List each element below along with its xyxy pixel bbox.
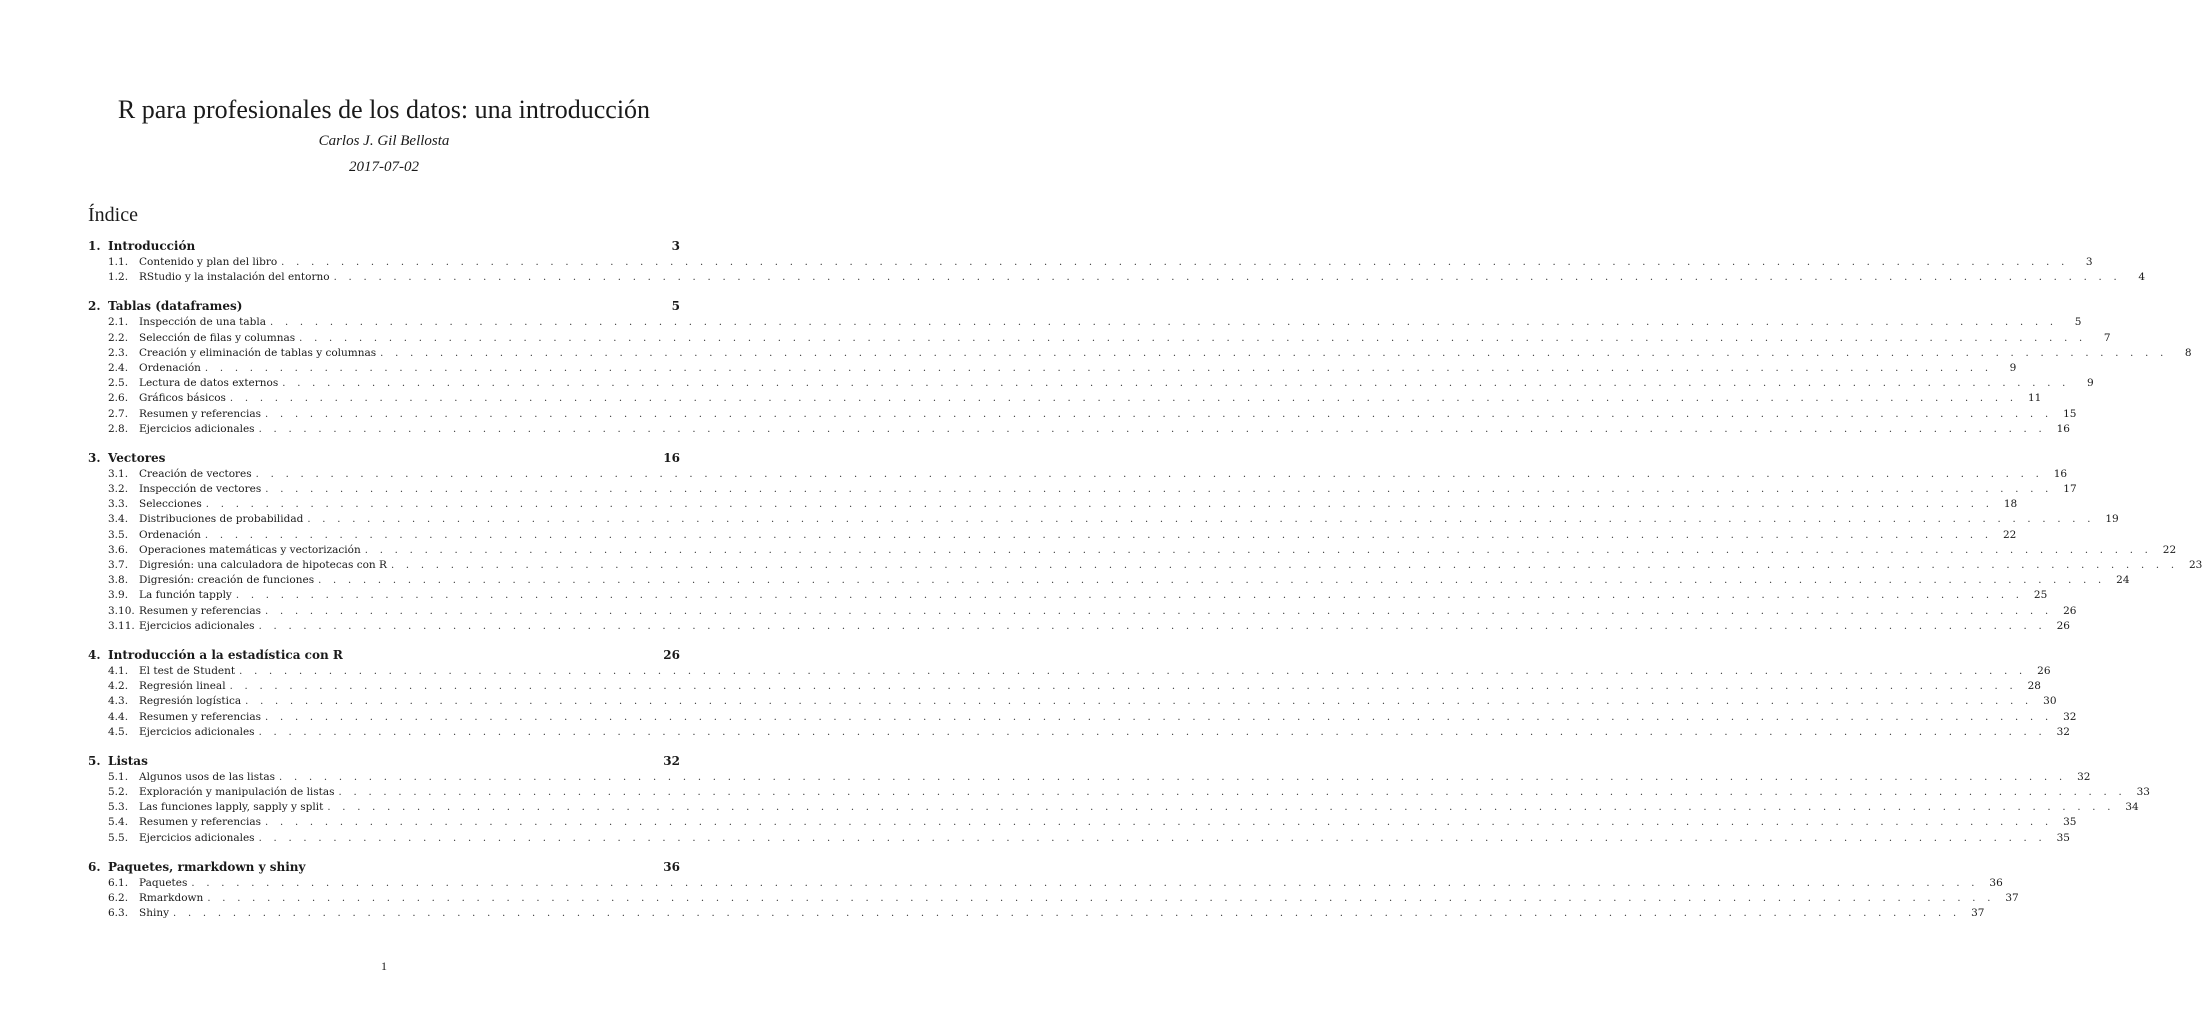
toc-dot-leader: . . . . . . . . . . . . . . . . . . . . . . . . . . . . . . . . . . . . . . . . . . . . . . . . . . . . . . . . . . . . . . . . . . . . . . . . . . . . . . . . . . . . . . . . . . . . . . . . . . . . . . . . . . . . . . . . . . . . . . . .	[229, 393, 2018, 405]
toc-section-entry[interactable]	[88, 859, 680, 876]
toc-section-number: 2.	[88, 299, 101, 314]
toc-dot-leader: . . . . . . . . . . . . . . . . . . . . . . . . . . . . . . . . . . . . . . . . . . . . . . . . . . . . . . . . . . . . . . . . . . . . . . . . . . . . . . . . . . . . . . . . . . . . . . . . . . . . . . . . . . . . . . . . . . . . . . . .	[265, 605, 2053, 617]
toc-subsection-entry[interactable]	[88, 422, 2070, 437]
toc-subsection-title: Ordenación	[139, 361, 201, 374]
toc-subsection-title: Rmarkdown	[139, 892, 204, 904]
toc-heading: Índice	[88, 204, 138, 226]
toc-section-number: 1.	[88, 239, 101, 253]
page-number: 1	[381, 959, 387, 973]
toc-subsection-title: La función tapply	[139, 589, 232, 602]
toc-dot-leader: . . . . . . . . . . . . . . . . . . . . . . . . . . . . . . . . . . . . . . . . . . . . . . . . . . . . . . . . . . . . . . . . . . . . . . . . . . . . . . . . . . . . . . . . . . . . . . . . . . . . . . . . . . . . . . . . . . . . . . . .	[282, 378, 2070, 390]
toc-subsection-entry[interactable]	[88, 876, 2003, 891]
toc-subsection-number: 4.2.	[108, 680, 129, 693]
toc-subsection-entry[interactable]	[88, 770, 2091, 785]
toc-section	[88, 298, 2192, 437]
toc-subsection-number: 3.4.	[108, 513, 129, 526]
toc-section-number: 5.	[88, 753, 101, 768]
toc-subsection-entry[interactable]	[88, 906, 1985, 921]
toc-subsection-entry[interactable]	[88, 679, 2041, 694]
toc-subsection-entry[interactable]	[88, 361, 2017, 376]
table-of-contents	[88, 238, 2202, 934]
toc-subsection-page: 32	[2063, 710, 2077, 723]
toc-subsection-entry[interactable]	[88, 512, 2119, 527]
toc-subsection-title: Digresión: creación de funciones	[139, 574, 315, 587]
document-title: R para profesionales de los datos: una introducción	[117, 95, 651, 124]
toc-subsection-entry[interactable]	[88, 482, 2077, 497]
toc-subsection-number: 2.5.	[108, 377, 129, 390]
toc-section-page: 26	[663, 647, 680, 662]
toc-subsection-number: 6.2.	[108, 892, 129, 904]
toc-subsection-title: Las funciones lapply, sapply y split	[139, 801, 324, 814]
toc-subsection-number: 5.4.	[108, 816, 129, 829]
toc-dot-leader: . . . . . . . . . . . . . . . . . . . . . . . . . . . . . . . . . . . . . . . . . . . . . . . . . . . . . . . . . . . . . . . . . . . . . . . . . . . . . . . . . . . . . . . . . . . . . . . . . . . . . . . . . . . . . . . . . . . . . . . .	[255, 468, 2044, 480]
toc-subsection-page: 17	[2063, 483, 2077, 496]
toc-subsection-title: RStudio y la instalación del entorno	[139, 271, 330, 284]
toc-section-page: 36	[663, 859, 680, 874]
toc-section-title: Listas	[108, 753, 148, 768]
toc-section-title: Paquetes, rmarkdown y shiny	[108, 859, 306, 874]
toc-dot-leader: . . . . . . . . . . . . . . . . . . . . . . . . . . . . . . . . . . . . . . . . . . . . . . . . . . . . . . . . . . . . . . . . . . . . . . . . . . . . . . . . . . . . . . . . . . . . . . . . . . . . . . . . . . . . . . . . . . . . . . . .	[239, 665, 2027, 677]
toc-dot-leader: . . . . . . . . . . . . . . . . . . . . . . . . . . . . . . . . . . . . . . . . . . . . . . . . . . . . . . . . . . . . . . . . . . . . . . . . . . . . . . . . . . . . . . . . . . . . . . . . . . . . . . . . . . . . . . . . . . . . . . . .	[204, 529, 1993, 541]
toc-subsection-title: Digresión: una calculadora de hipotecas con R	[139, 559, 387, 571]
toc-section-number: 6.	[88, 859, 101, 874]
toc-dot-leader: . . . . . . . . . . . . . . . . . . . . . . . . . . . . . . . . . . . . . . . . . . . . . . . . . . . . . . . . . . . . . . . . . . . . . . . . . . . . . . . . . . . . . . . . . . . . . . . . . . . . . . . . . . . . . . . . . . . . . . . .	[281, 257, 2069, 268]
toc-dot-leader: . . . . . . . . . . . . . . . . . . . . . . . . . . . . . . . . . . . . . . . . . . . . . . . . . . . . . . . . . . . . . . . . . . . . . . . . . . . . . . . . . . . . . . . . . . . . . . . . . . . . . . . . . . . . . . . . . . . . . . . .	[205, 499, 1994, 511]
toc-subsection-entry[interactable]	[88, 694, 2057, 709]
toc-subsection-entry[interactable]	[88, 558, 2202, 573]
toc-subsection-number: 5.3.	[108, 801, 129, 814]
toc-subsection-title: Distribuciones de probabilidad	[139, 513, 304, 526]
toc-subsection-page: 26	[2037, 664, 2051, 677]
toc-subsection-title: El test de Student	[139, 664, 236, 677]
toc-section-entry[interactable]	[88, 753, 680, 770]
toc-dot-leader: . . . . . . . . . . . . . . . . . . . . . . . . . . . . . . . . . . . . . . . . . . . . . . . . . . . . . . . . . . . . . . . . . . . . . . . . . . . . . . . . . . . . . . . . . . . . . . . . . . . . . . . . . . . . . . . . . . . . . . . .	[338, 787, 2126, 799]
toc-subsection-number: 5.5.	[108, 831, 129, 844]
toc-dot-leader: . . . . . . . . . . . . . . . . . . . . . . . . . . . . . . . . . . . . . . . . . . . . . . . . . . . . . . . . . . . . . . . . . . . . . . . . . . . . . . . . . . . . . . . . . . . . . . . . . . . . . . . . . . . . . . . . . . . . . . . .	[390, 560, 2179, 571]
toc-dot-leader: . . . . . . . . . . . . . . . . . . . . . . . . . . . . . . . . . . . . . . . . . . . . . . . . . . . . . . . . . . . . . . . . . . . . . . . . . . . . . . . . . . . . . . . . . . . . . . . . . . . . . . . . . . . . . . . . . . . . . . . .	[235, 590, 2024, 602]
toc-subsection-page: 4	[2138, 271, 2145, 284]
toc-section	[88, 753, 2150, 846]
toc-subsection-number: 1.1.	[108, 256, 129, 268]
toc-subsection-title: Ejercicios adicionales	[139, 725, 255, 738]
toc-subsection-number: 3.3.	[108, 498, 129, 511]
toc-subsection-number: 2.2.	[108, 331, 129, 344]
toc-subsection-entry[interactable]	[88, 255, 2093, 270]
toc-dot-leader: . . . . . . . . . . . . . . . . . . . . . . . . . . . . . . . . . . . . . . . . . . . . . . . . . . . . . . . . . . . . . . . . . . . . . . . . . . . . . . . . . . . . . . . . . . . . . . . . . . . . . . . . . . . . . . . . . . . . . . . .	[229, 681, 2017, 693]
toc-subsection-title: Regresión lineal	[139, 680, 226, 693]
toc-subsection-number: 4.3.	[108, 695, 129, 708]
toc-subsection-title: Lectura de datos externos	[139, 377, 279, 390]
toc-dot-leader: . . . . . . . . . . . . . . . . . . . . . . . . . . . . . . . . . . . . . . . . . . . . . . . . . . . . . . . . . . . . . . . . . . . . . . . . . . . . . . . . . . . . . . . . . . . . . . . . . . . . . . . . . . . . . . . . . . . . . . . .	[279, 771, 2067, 783]
toc-section-entry[interactable]	[88, 298, 680, 315]
toc-section-entry[interactable]	[88, 647, 680, 664]
document-author: Carlos J. Gil Bellosta	[318, 133, 450, 149]
toc-dot-leader: . . . . . . . . . . . . . . . . . . . . . . . . . . . . . . . . . . . . . . . . . . . . . . . . . . . . . . . . . . . . . . . . . . . . . . . . . . . . . . . . . . . . . . . . . . . . . . . . . . . . . . . . . . . . . . . . . . . . . . . .	[380, 347, 2168, 359]
toc-section-title: Introducción a la estadística con R	[108, 647, 343, 662]
toc-section-title: Tablas (dataframes)	[108, 299, 243, 314]
toc-subsection-entry[interactable]	[88, 346, 2192, 361]
toc-subsection-page: 26	[2056, 619, 2070, 632]
toc-subsection-entry[interactable]	[88, 391, 2042, 406]
toc-section-entry[interactable]	[88, 450, 680, 467]
toc-subsection-page: 18	[2003, 498, 2018, 511]
toc-subsection-title: Ordenación	[139, 528, 201, 541]
toc-subsection-entry[interactable]	[88, 331, 2111, 346]
toc-dot-leader: . . . . . . . . . . . . . . . . . . . . . . . . . . . . . . . . . . . . . . . . . . . . . . . . . . . . . . . . . . . . . . . . . . . . . . . . . . . . . . . . . . . . . . . . . . . . . . . . . . . . . . . . . . . . . . . . . . . . . . . .	[299, 332, 2087, 344]
toc-subsection-page: 16	[2053, 467, 2068, 480]
toc-subsection-title: Regresión logística	[139, 695, 242, 708]
toc-subsection-number: 4.1.	[108, 664, 129, 677]
toc-subsection-title: Operaciones matemáticas y vectorización	[139, 543, 361, 556]
toc-dot-leader: . . . . . . . . . . . . . . . . . . . . . . . . . . . . . . . . . . . . . . . . . . . . . . . . . . . . . . . . . . . . . . . . . . . . . . . . . . . . . . . . . . . . . . . . . . . . . . . . . . . . . . . . . . . . . . . . . . . . . . . .	[364, 544, 2153, 556]
toc-subsection-title: Selecciones	[139, 498, 202, 511]
toc-section-number: 4.	[88, 647, 101, 662]
toc-subsection-title: Ejercicios adicionales	[139, 619, 255, 632]
toc-subsection-page: 5	[2074, 316, 2082, 329]
toc-subsection-entry[interactable]	[88, 376, 2094, 391]
toc-subsection-entry[interactable]	[88, 315, 2082, 330]
toc-subsection-number: 4.5.	[108, 725, 129, 738]
toc-subsection-page: 26	[2063, 604, 2077, 617]
toc-subsection-number: 3.5.	[108, 528, 129, 541]
toc-section-title: Vectores	[108, 450, 166, 465]
toc-subsection-title: Creación de vectores	[139, 467, 252, 480]
toc-section	[88, 859, 2019, 922]
toc-subsection-entry[interactable]	[88, 543, 2177, 558]
toc-dot-leader: . . . . . . . . . . . . . . . . . . . . . . . . . . . . . . . . . . . . . . . . . . . . . . . . . . . . . . . . . . . . . . . . . . . . . . . . . . . . . . . . . . . . . . . . . . . . . . . . . . . . . . . . . . . . . . . . . . . . . . . .	[265, 408, 2053, 420]
toc-subsection-title: Resumen y referencias	[139, 407, 262, 420]
toc-subsection-entry[interactable]	[88, 891, 2019, 906]
toc-dot-leader: . . . . . . . . . . . . . . . . . . . . . . . . . . . . . . . . . . . . . . . . . . . . . . . . . . . . . . . . . . . . . . . . . . . . . . . . . . . . . . . . . . . . . . . . . . . . . . . . . . . . . . . . . . . . . . . . . . . . . . . .	[173, 908, 1961, 920]
toc-subsection-page: 37	[1971, 907, 1985, 920]
toc-subsection-page: 37	[2005, 892, 2019, 904]
toc-subsection-page: 30	[2043, 695, 2057, 708]
toc-dot-leader: . . . . . . . . . . . . . . . . . . . . . . . . . . . . . . . . . . . . . . . . . . . . . . . . . . . . . . . . . . . . . . . . . . . . . . . . . . . . . . . . . . . . . . . . . . . . . . . . . . . . . . . . . . . . . . . . . . . . . . . .	[258, 423, 2046, 435]
toc-subsection-entry[interactable]	[88, 785, 2150, 800]
toc-subsection-number: 3.1.	[108, 467, 129, 480]
toc-subsection-title: Resumen y referencias	[139, 604, 262, 617]
toc-subsection-title: Paquetes	[139, 876, 188, 889]
toc-subsection-entry[interactable]	[88, 588, 2048, 603]
toc-subsection-page: 32	[2056, 725, 2070, 738]
toc-subsection-number: 2.8.	[108, 422, 129, 435]
toc-subsection-title: Resumen y referencias	[139, 816, 262, 829]
toc-section-number: 3.	[88, 450, 101, 465]
document-date: 2017-07-02	[349, 159, 419, 175]
toc-subsection-page: 22	[2162, 543, 2177, 556]
toc-subsection-page: 36	[1989, 876, 2003, 889]
toc-subsection-page: 8	[2184, 346, 2192, 359]
toc-subsection-title: Selección de filas y columnas	[139, 331, 296, 344]
toc-dot-leader: . . . . . . . . . . . . . . . . . . . . . . . . . . . . . . . . . . . . . . . . . . . . . . . . . . . . . . . . . . . . . . . . . . . . . . . . . . . . . . . . . . . . . . . . . . . . . . . . . . . . . . . . . . . . . . . . . . . . . . . .	[204, 362, 1993, 374]
toc-subsection-number: 2.7.	[108, 407, 129, 420]
toc-section-entry[interactable]	[88, 238, 680, 255]
toc-subsection-page: 16	[2056, 422, 2070, 435]
toc-subsection-entry[interactable]	[88, 528, 2017, 543]
toc-dot-leader: . . . . . . . . . . . . . . . . . . . . . . . . . . . . . . . . . . . . . . . . . . . . . . . . . . . . . . . . . . . . . . . . . . . . . . . . . . . . . . . . . . . . . . . . . . . . . . . . . . . . . . . . . . . . . . . . . . . . . . . .	[327, 802, 2115, 814]
toc-subsection-title: Inspección de una tabla	[139, 316, 266, 329]
toc-section-page: 3	[671, 239, 680, 253]
toc-subsection-page: 24	[2116, 574, 2130, 587]
toc-dot-leader: . . . . . . . . . . . . . . . . . . . . . . . . . . . . . . . . . . . . . . . . . . . . . . . . . . . . . . . . . . . . . . . . . . . . . . . . . . . . . . . . . . . . . . . . . . . . . . . . . . . . . . . . . . . . . . . . . . . . . . . .	[333, 272, 2121, 284]
toc-subsection-entry[interactable]	[88, 467, 2068, 482]
toc-section-page: 32	[663, 753, 680, 768]
toc-dot-leader: . . . . . . . . . . . . . . . . . . . . . . . . . . . . . . . . . . . . . . . . . . . . . . . . . . . . . . . . . . . . . . . . . . . . . . . . . . . . . . . . . . . . . . . . . . . . . . . . . . . . . . . . . . . . . . . . . . . . . . . .	[245, 696, 2033, 708]
toc-subsection-entry[interactable]	[88, 800, 2139, 815]
toc-subsection-page: 35	[2063, 816, 2077, 829]
toc-subsection-page: 34	[2125, 801, 2139, 814]
toc-dot-leader: . . . . . . . . . . . . . . . . . . . . . . . . . . . . . . . . . . . . . . . . . . . . . . . . . . . . . . . . . . . . . . . . . . . . . . . . . . . . . . . . . . . . . . . . . . . . . . . . . . . . . . . . . . . . . . . . . . . . . . . .	[258, 726, 2046, 738]
toc-dot-leader: . . . . . . . . . . . . . . . . . . . . . . . . . . . . . . . . . . . . . . . . . . . . . . . . . . . . . . . . . . . . . . . . . . . . . . . . . . . . . . . . . . . . . . . . . . . . . . . . . . . . . . . . . . . . . . . . . . . . . . . .	[191, 877, 1979, 889]
toc-dot-leader: . . . . . . . . . . . . . . . . . . . . . . . . . . . . . . . . . . . . . . . . . . . . . . . . . . . . . . . . . . . . . . . . . . . . . . . . . . . . . . . . . . . . . . . . . . . . . . . . . . . . . . . . . . . . . . . . . . . . . . . .	[207, 893, 1995, 904]
toc-subsection-title: Shiny	[139, 907, 170, 920]
toc-subsection-page: 15	[2063, 407, 2077, 420]
toc-subsection-entry[interactable]	[88, 270, 2145, 285]
toc-section	[88, 450, 2202, 634]
toc-subsection-number: 3.11.	[108, 619, 135, 632]
toc-subsection-number: 3.10.	[108, 604, 135, 617]
toc-subsection-page: 32	[2077, 770, 2091, 783]
toc-subsection-entry[interactable]	[88, 831, 2070, 846]
toc-subsection-page: 25	[2033, 589, 2048, 602]
toc-subsection-page: 33	[2136, 786, 2150, 799]
toc-subsection-title: Resumen y referencias	[139, 710, 262, 723]
toc-subsection-entry[interactable]	[88, 407, 2077, 422]
toc-subsection-page: 9	[2086, 377, 2094, 390]
toc-dot-leader: . . . . . . . . . . . . . . . . . . . . . . . . . . . . . . . . . . . . . . . . . . . . . . . . . . . . . . . . . . . . . . . . . . . . . . . . . . . . . . . . . . . . . . . . . . . . . . . . . . . . . . . . . . . . . . . . . . . . . . . .	[258, 620, 2046, 632]
toc-subsection-number: 6.1.	[108, 876, 129, 889]
toc-subsection-number: 1.2.	[108, 271, 129, 284]
toc-subsection-number: 5.2.	[108, 786, 129, 799]
toc-subsection-page: 3	[2085, 256, 2093, 268]
toc-subsection-number: 4.4.	[108, 710, 129, 723]
toc-section	[88, 238, 2145, 285]
toc-subsection-entry[interactable]	[88, 604, 2077, 619]
toc-subsection-title: Exploración y manipulación de listas	[139, 786, 335, 799]
toc-subsection-title: Ejercicios adicionales	[139, 831, 255, 844]
toc-subsection-entry[interactable]	[88, 710, 2077, 725]
toc-subsection-entry[interactable]	[88, 573, 2130, 588]
toc-subsection-title: Gráficos básicos	[139, 392, 226, 405]
toc-section-title: Introducción	[108, 239, 196, 253]
toc-subsection-entry[interactable]	[88, 497, 2018, 512]
toc-dot-leader: . . . . . . . . . . . . . . . . . . . . . . . . . . . . . . . . . . . . . . . . . . . . . . . . . . . . . . . . . . . . . . . . . . . . . . . . . . . . . . . . . . . . . . . . . . . . . . . . . . . . . . . . . . . . . . . . . . . . . . . .	[258, 832, 2046, 844]
toc-subsection-page: 35	[2056, 831, 2070, 844]
toc-section	[88, 647, 2077, 740]
toc-subsection-page: 23	[2188, 559, 2202, 571]
toc-dot-leader: . . . . . . . . . . . . . . . . . . . . . . . . . . . . . . . . . . . . . . . . . . . . . . . . . . . . . . . . . . . . . . . . . . . . . . . . . . . . . . . . . . . . . . . . . . . . . . . . . . . . . . . . . . . . . . . . . . . . . . . .	[307, 514, 2095, 526]
toc-subsection-number: 2.1.	[108, 316, 129, 329]
toc-subsection-entry[interactable]	[88, 664, 2051, 679]
toc-section-page: 16	[663, 450, 680, 465]
toc-subsection-entry[interactable]	[88, 619, 2070, 634]
toc-subsection-page: 11	[2027, 392, 2042, 405]
toc-subsection-page: 22	[2002, 528, 2017, 541]
toc-subsection-entry[interactable]	[88, 725, 2070, 740]
toc-subsection-number: 5.1.	[108, 770, 129, 783]
toc-subsection-number: 2.4.	[108, 361, 129, 374]
toc-subsection-title: Algunos usos de las listas	[139, 770, 276, 783]
toc-subsection-page: 28	[2027, 680, 2041, 693]
toc-subsection-title: Inspección de vectores	[139, 483, 262, 496]
toc-subsection-title: Creación y eliminación de tablas y columnas	[139, 346, 377, 359]
toc-subsection-number: 3.2.	[108, 483, 129, 496]
toc-subsection-page: 7	[2103, 331, 2111, 344]
toc-subsection-number: 3.9.	[108, 589, 129, 602]
toc-subsection-title: Ejercicios adicionales	[139, 422, 255, 435]
toc-dot-leader: . . . . . . . . . . . . . . . . . . . . . . . . . . . . . . . . . . . . . . . . . . . . . . . . . . . . . . . . . . . . . . . . . . . . . . . . . . . . . . . . . . . . . . . . . . . . . . . . . . . . . . . . . . . . . . . . . . . . . . . .	[318, 575, 2106, 587]
toc-dot-leader: . . . . . . . . . . . . . . . . . . . . . . . . . . . . . . . . . . . . . . . . . . . . . . . . . . . . . . . . . . . . . . . . . . . . . . . . . . . . . . . . . . . . . . . . . . . . . . . . . . . . . . . . . . . . . . . . . . . . . . . .	[265, 711, 2053, 723]
toc-subsection-number: 2.3.	[108, 346, 129, 359]
toc-subsection-number: 3.8.	[108, 574, 129, 587]
toc-subsection-title: Contenido y plan del libro	[139, 256, 278, 268]
toc-subsection-number: 3.7.	[108, 559, 129, 571]
toc-subsection-number: 2.6.	[108, 392, 129, 405]
toc-subsection-entry[interactable]	[88, 815, 2077, 830]
toc-section-page: 5	[671, 299, 680, 314]
toc-subsection-page: 9	[2009, 361, 2017, 374]
toc-subsection-page: 19	[2105, 513, 2119, 526]
toc-subsection-number: 3.6.	[108, 543, 129, 556]
toc-dot-leader: . . . . . . . . . . . . . . . . . . . . . . . . . . . . . . . . . . . . . . . . . . . . . . . . . . . . . . . . . . . . . . . . . . . . . . . . . . . . . . . . . . . . . . . . . . . . . . . . . . . . . . . . . . . . . . . . . . . . . . . .	[270, 317, 2058, 329]
toc-subsection-number: 6.3.	[108, 907, 129, 920]
toc-dot-leader: . . . . . . . . . . . . . . . . . . . . . . . . . . . . . . . . . . . . . . . . . . . . . . . . . . . . . . . . . . . . . . . . . . . . . . . . . . . . . . . . . . . . . . . . . . . . . . . . . . . . . . . . . . . . . . . . . . . . . . . .	[265, 484, 2053, 496]
toc-dot-leader: . . . . . . . . . . . . . . . . . . . . . . . . . . . . . . . . . . . . . . . . . . . . . . . . . . . . . . . . . . . . . . . . . . . . . . . . . . . . . . . . . . . . . . . . . . . . . . . . . . . . . . . . . . . . . . . . . . . . . . . .	[265, 817, 2053, 829]
